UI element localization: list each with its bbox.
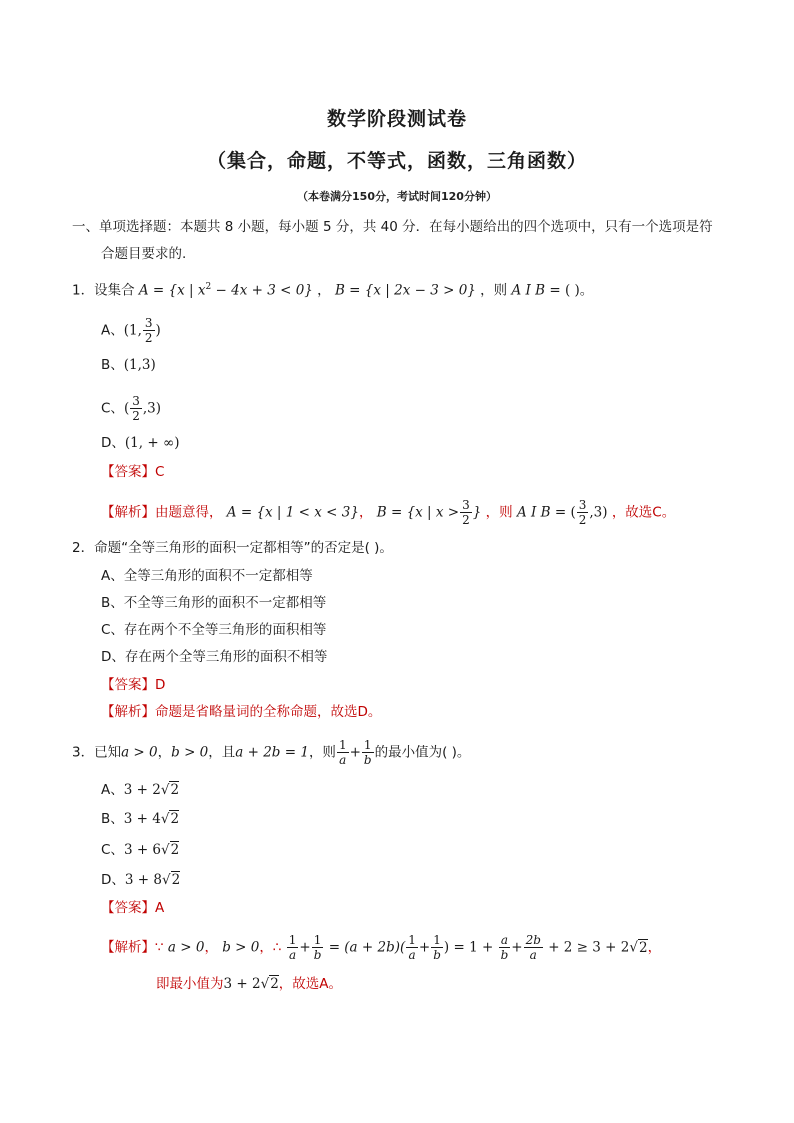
section-heading-line1: 一、单项选择题：本题共 8 小题，每小题 5 分，共 40 分．在每小题给出的四个选项中，只有一个选项是符 <box>72 219 713 235</box>
fraction-numerator: 3 <box>462 498 470 512</box>
analysis-end: ，故选A。 <box>278 976 343 992</box>
analysis-eq-pre: = ( <box>554 504 576 521</box>
fraction-denominator: a <box>288 948 297 962</box>
q1-prefix: 1．设集合 <box>72 282 135 299</box>
analysis-eq1: = (a + 2b)( <box>328 939 406 956</box>
question-2-stem: 2．命题“全等三角形的面积一定都相等”的否定是( )。 <box>72 540 393 556</box>
q3-plus: + <box>349 744 361 761</box>
fraction <box>362 738 374 767</box>
fraction-numerator: 3 <box>132 394 140 408</box>
q1-c-pre: ( <box>123 400 130 417</box>
analysis-end: ， <box>647 939 662 956</box>
analysis-eq2: ) = 1 + <box>443 939 494 956</box>
analysis-inequality: + 2 ≥ 3 + 2 <box>548 939 630 956</box>
q3-analysis: 【解析】∵ a > 0， b > 0，∴ $\frac{1}{a}$ + $\frac{1}{b}$ = (a + 2b)( $\frac{1}{a}$ + $\frac{1}{b}$ ) = 1 + $\frac{a}{b}$ + $\frac{2b}{a}$ + 2 ≥ 3 + 2√2， <box>101 933 662 962</box>
fraction-numerator: 1 <box>338 738 347 752</box>
analysis-cond-a: a > 0 <box>167 939 205 956</box>
q1-answer <box>101 462 164 482</box>
radicand: 2 <box>171 872 181 888</box>
analysis-set-a: A = {x | 1 < x < 3} <box>226 504 359 521</box>
radicand: 2 <box>170 811 180 827</box>
analysis-plus: + <box>511 939 523 956</box>
q2-option-a: A、全等三角形的面积不一定都相等 <box>101 568 313 584</box>
q2-option-b: B、不全等三角形的面积不一定都相等 <box>101 595 327 611</box>
fraction-denominator: 2 <box>578 513 587 527</box>
q1-tail: = ( )。 <box>549 282 594 299</box>
option-value: 3 + 6 <box>123 842 162 858</box>
q2-answer <box>101 675 165 695</box>
option-label: D、 <box>101 435 125 451</box>
question-1-stem <box>72 277 593 301</box>
q1-option-d <box>101 433 179 453</box>
analysis-expr: A I B <box>516 504 551 521</box>
analysis-text: 由题意得， <box>155 504 223 521</box>
analysis-cond-b: b > 0 <box>222 939 260 956</box>
fraction-numerator: a <box>499 933 511 948</box>
q2-option-d: D、存在两个全等三角形的面积不相等 <box>101 649 328 665</box>
fraction-denominator: a <box>408 948 416 962</box>
answer-tag: 【答案】 <box>101 464 155 480</box>
q1-option-b <box>101 355 156 375</box>
fraction <box>130 394 142 423</box>
q1-b-val: (1,3) <box>123 357 156 373</box>
fraction-denominator: b <box>313 948 322 962</box>
fraction-numerator: 3 <box>144 316 153 330</box>
question-3-stem <box>72 738 470 767</box>
fraction-numerator: 1 <box>288 933 297 947</box>
analysis-plus: + <box>418 939 431 956</box>
fraction <box>499 933 511 962</box>
q3-cond-a: a > 0 <box>121 744 158 761</box>
q1-option-a <box>101 316 161 345</box>
q1-set-a: A = {x | x <box>138 282 206 299</box>
q1-expr: A I B <box>511 282 546 299</box>
fraction-denominator: a <box>339 753 347 767</box>
therefore-symbol: ，∴ <box>259 939 282 956</box>
answer-value: A <box>155 900 165 916</box>
answer-value: D <box>155 677 166 693</box>
q3-option-b: B、3 + 4√2 <box>101 811 180 827</box>
q1-set-a-rest: − 4x + 3 < 0} <box>211 282 313 299</box>
q2-option-c: C、存在两个不全等三角形的面积相等 <box>101 622 327 638</box>
fraction <box>287 933 299 962</box>
option-value: 3 + 4 <box>123 811 161 827</box>
analysis-set-b: B = {x | x > <box>376 504 460 521</box>
q3-prefix: 3．已知 <box>72 744 122 761</box>
analysis-plus: + <box>299 939 311 956</box>
q1-then: ，则 <box>480 282 508 299</box>
fraction-denominator: a <box>529 948 537 962</box>
option-label: C、 <box>101 400 124 417</box>
fraction <box>460 498 472 527</box>
fraction-denominator: 2 <box>462 513 470 527</box>
because-symbol: ∵ <box>155 939 164 956</box>
analysis-then: ，则 <box>485 504 513 521</box>
q3-tail: 的最小值为( )。 <box>374 744 471 761</box>
answer-tag: 【答案】 <box>101 900 155 916</box>
q3-option-d: D、3 + 8√2 <box>101 872 181 888</box>
fraction-numerator: 1 <box>431 933 443 948</box>
radicand: 2 <box>270 976 279 992</box>
analysis-end: ，故选C。 <box>611 504 676 521</box>
fraction-denominator: b <box>500 948 509 962</box>
q3-cond-b: b > 0 <box>171 744 209 761</box>
q1-option-c <box>101 394 161 423</box>
answer-value: C <box>155 464 165 480</box>
option-label: A、 <box>101 322 124 339</box>
q1-set-b: B = {x | 2x − 3 > 0} <box>334 282 476 299</box>
answer-tag: 【答案】 <box>101 677 155 693</box>
q1-set-a-exp: 2 <box>205 282 212 292</box>
q3-sep: ， <box>157 744 172 761</box>
fraction-denominator: 2 <box>144 331 153 345</box>
fraction-numerator: 1 <box>408 933 416 947</box>
fraction-denominator: 2 <box>132 409 140 423</box>
option-label: D、 <box>101 872 125 888</box>
fraction <box>337 738 349 767</box>
analysis-text: 命题是省略量词的全称命题，故选D。 <box>155 704 382 720</box>
fraction-denominator: b <box>363 753 372 767</box>
fraction-numerator: 1 <box>312 933 324 948</box>
radicand: 2 <box>170 842 180 858</box>
option-value: 3 + 2 <box>123 782 161 798</box>
page-subtitle: （集合，命题，不等式，函数，三角函数） <box>206 150 587 172</box>
q2-analysis <box>101 702 381 722</box>
radicand: 2 <box>638 939 648 956</box>
q1-d-val: (1, + ∞) <box>124 435 180 451</box>
fraction <box>406 933 418 962</box>
option-label: A、 <box>101 782 124 798</box>
fraction <box>577 498 589 527</box>
q1-sep: ， <box>317 282 331 299</box>
fraction-numerator: 2b <box>525 933 541 947</box>
analysis-tag: 【解析】 <box>101 939 155 956</box>
q3-sep: ，且 <box>208 744 236 761</box>
analysis-set-b-end: } <box>472 504 482 521</box>
option-label: B、 <box>101 357 124 373</box>
exam-note: （本卷满分150分，考试时间120分钟） <box>297 190 497 203</box>
analysis-value: 3 + 2 <box>223 976 261 992</box>
q3-option-a: A、3 + 2√2 <box>101 782 180 798</box>
fraction <box>143 316 155 345</box>
page-title: 数学阶段测试卷 <box>326 108 467 130</box>
fraction <box>524 933 543 962</box>
analysis-tag: 【解析】 <box>101 504 155 521</box>
analysis-text: 即最小值为 <box>156 976 224 992</box>
radicand: 2 <box>170 782 180 798</box>
q3-then: ，则 <box>308 744 336 761</box>
option-label: C、 <box>101 842 124 858</box>
fraction-numerator: 1 <box>362 738 374 753</box>
q3-cond-c: a + 2b = 1 <box>235 744 309 761</box>
q1-c-post: ,3) <box>142 400 162 417</box>
section-heading-line2: 合题目要求的. <box>101 246 187 262</box>
fraction <box>312 933 324 962</box>
q1-analysis <box>101 498 675 527</box>
fraction <box>431 933 443 962</box>
q1-a-post: ) <box>155 322 161 339</box>
q3-answer <box>101 898 164 918</box>
fraction-numerator: 3 <box>578 498 587 512</box>
q3-analysis-line2: 即最小值为3 + 2√2，故选A。 <box>156 976 343 992</box>
q1-a-pre: (1, <box>123 322 142 339</box>
analysis-sep: ， <box>358 504 373 521</box>
analysis-eq-post: ,3) <box>589 504 608 521</box>
analysis-sep: ， <box>204 939 218 956</box>
fraction-denominator: b <box>433 948 441 962</box>
option-label: B、 <box>101 811 124 827</box>
q3-option-c: C、3 + 6√2 <box>101 842 180 858</box>
option-value: 3 + 8 <box>124 872 162 888</box>
analysis-tag: 【解析】 <box>101 704 155 720</box>
